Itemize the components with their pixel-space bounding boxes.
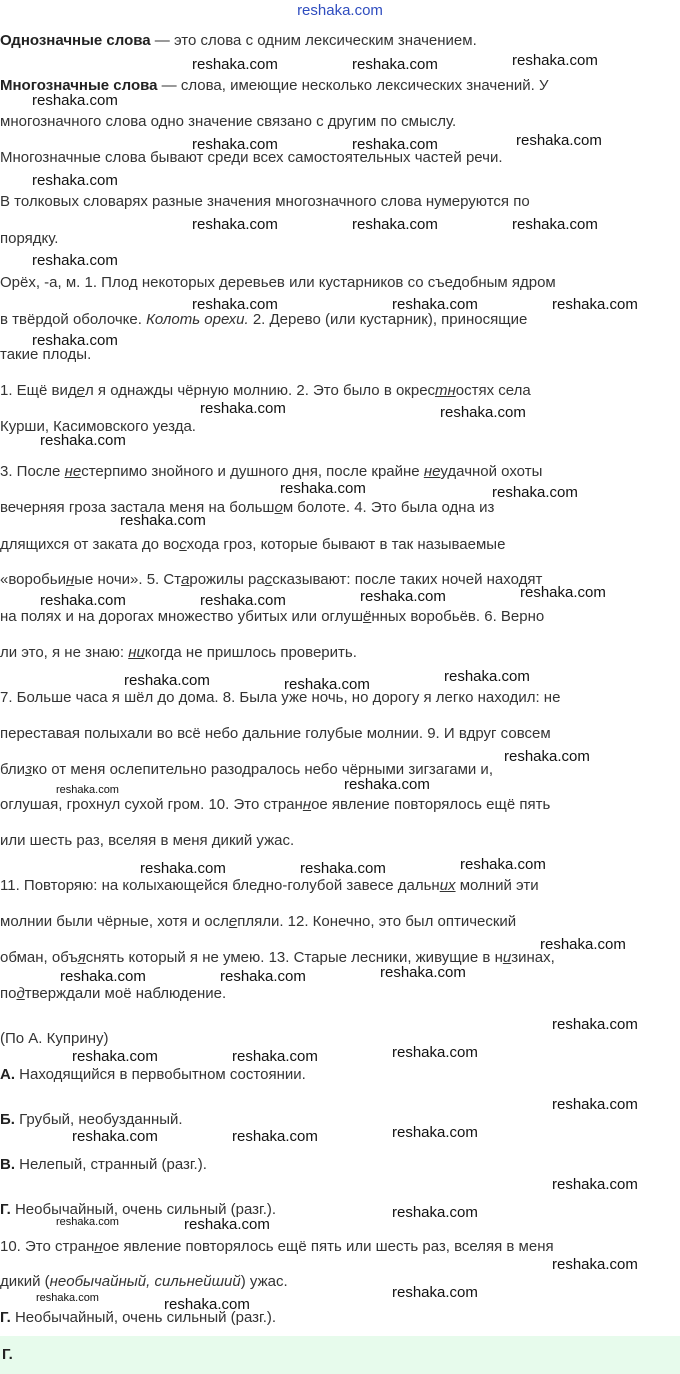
watermark: reshaka.com xyxy=(284,676,370,693)
watermark: reshaka.com xyxy=(280,480,366,497)
option-b: Б. Грубый, необузданный. xyxy=(0,1111,183,1128)
dictionary-entry-line3: такие плоды. xyxy=(0,346,92,363)
option-a: А. Находящийся в первобытном состоянии. xyxy=(0,1066,306,1083)
watermark: reshaka.com xyxy=(392,1124,478,1141)
watermark: reshaka.com xyxy=(392,1284,478,1301)
definition-dictionary-line1: В толковых словарях разные значения многозначного слова нумеруются по xyxy=(0,193,530,210)
watermark: reshaka.com xyxy=(220,968,306,985)
text-line: близко от меня ослепительно разодралось небо чёрными зигзагами и, xyxy=(0,761,493,778)
watermark: reshaka.com xyxy=(352,136,438,153)
watermark: reshaka.com xyxy=(552,1176,638,1193)
watermark: reshaka.com xyxy=(392,1204,478,1221)
site-header[interactable]: reshaka.com xyxy=(297,2,383,19)
watermark: reshaka.com xyxy=(444,668,530,685)
watermark: reshaka.com xyxy=(56,784,119,796)
watermark: reshaka.com xyxy=(32,172,118,189)
solution-line1: 10. Это странное явление повторялось ещё пять или шесть раз, вселяя в меня xyxy=(0,1238,554,1255)
watermark: reshaka.com xyxy=(232,1048,318,1065)
watermark: reshaka.com xyxy=(192,216,278,233)
watermark: reshaka.com xyxy=(184,1216,270,1233)
watermark: reshaka.com xyxy=(512,216,598,233)
watermark: reshaka.com xyxy=(36,1292,99,1304)
dictionary-entry-line1: Орёх, -а, м. 1. Плод некоторых деревьев или кустарников со съедобным ядром xyxy=(0,274,556,291)
watermark: reshaka.com xyxy=(520,584,606,601)
watermark: reshaka.com xyxy=(200,592,286,609)
watermark: reshaka.com xyxy=(72,1048,158,1065)
watermark: reshaka.com xyxy=(200,400,286,417)
watermark: reshaka.com xyxy=(192,56,278,73)
text-line: на полях и на дорогах множество убитых или оглушённых воробьёв. 6. Верно xyxy=(0,608,545,625)
watermark: reshaka.com xyxy=(552,1016,638,1033)
watermark: reshaka.com xyxy=(164,1296,250,1313)
dictionary-entry-line2: в твёрдой оболочке. Колоть орехи. 2. Дерево (или кустарник), приносящие xyxy=(0,311,528,328)
watermark: reshaka.com xyxy=(392,1044,478,1061)
watermark: reshaka.com xyxy=(72,1128,158,1145)
text-line: оглушая, грохнул сухой гром. 10. Это странное явление повторялось ещё пять xyxy=(0,796,551,813)
watermark: reshaka.com xyxy=(552,1256,638,1273)
watermark: reshaka.com xyxy=(380,964,466,981)
text-line: молнии были чёрные, хотя и ослепляли. 12. Конечно, это был оптический xyxy=(0,913,517,930)
text-line: Курши, Касимовского уезда. xyxy=(0,418,196,435)
watermark: reshaka.com xyxy=(192,136,278,153)
watermark: reshaka.com xyxy=(232,1128,318,1145)
watermark: reshaka.com xyxy=(440,404,526,421)
watermark: reshaka.com xyxy=(32,92,118,109)
definition-dictionary-line2: порядку. xyxy=(0,230,59,247)
watermark: reshaka.com xyxy=(56,1216,119,1228)
watermark: reshaka.com xyxy=(40,432,126,449)
answer-text: Г. xyxy=(2,1346,13,1363)
author-credit: (По А. Куприну) xyxy=(0,1030,109,1047)
watermark: reshaka.com xyxy=(40,592,126,609)
watermark: reshaka.com xyxy=(124,672,210,689)
watermark: reshaka.com xyxy=(512,52,598,69)
watermark: reshaka.com xyxy=(552,1096,638,1113)
watermark: reshaka.com xyxy=(192,296,278,313)
solution-line2: дикий (необычайный, сильнейший) ужас. xyxy=(0,1273,288,1290)
watermark: reshaka.com xyxy=(120,512,206,529)
watermark: reshaka.com xyxy=(344,776,430,793)
watermark: reshaka.com xyxy=(552,296,638,313)
watermark: reshaka.com xyxy=(32,332,118,349)
text-line: 7. Больше часа я шёл до дома. 8. Была уже ночь, но дорогу я легко находил: не xyxy=(0,689,561,706)
text-line: ли это, я не знаю: никогда не пришлось проверить. xyxy=(0,644,357,661)
text-line: длящихся от заката до восхода гроз, которые бывают в так называемые xyxy=(0,536,506,553)
option-g: Г. Необычайный, очень сильный (разг.). xyxy=(0,1201,277,1218)
watermark: reshaka.com xyxy=(360,588,446,605)
option-v: В. Нелепый, странный (разг.). xyxy=(0,1156,207,1173)
text-line: «воробьиные ночи». 5. Старожилы рассказывают: после таких ночей находят xyxy=(0,571,543,588)
watermark: reshaka.com xyxy=(504,748,590,765)
text-line: или шесть раз, вселяя в меня дикий ужас. xyxy=(0,832,295,849)
text-line: подтверждали моё наблюдение. xyxy=(0,985,227,1002)
answer-bar xyxy=(0,1336,680,1374)
watermark: reshaka.com xyxy=(300,860,386,877)
text-line: 11. Повторяю: на колыхающейся бледно-голубой завесе дальних молний эти xyxy=(0,877,539,894)
text-line: 1. Ещё видел я однажды чёрную молнию. 2. Это было в окрестностях села xyxy=(0,382,531,399)
watermark: reshaka.com xyxy=(352,56,438,73)
definition-multi-line2: многозначного слова одно значение связано с другим по смыслу. xyxy=(0,113,457,130)
text-line: обман, объяснять который я не умею. 13. Старые лесники, живущие в низинах, xyxy=(0,949,555,966)
text-line: 3. После нестерпимо знойного и душного дня, после крайне неудачной охоты xyxy=(0,463,543,480)
text-line: вечерняя гроза застала меня на большом болоте. 4. Это была одна из xyxy=(0,499,495,516)
watermark: reshaka.com xyxy=(140,860,226,877)
watermark: reshaka.com xyxy=(32,252,118,269)
watermark: reshaka.com xyxy=(460,856,546,873)
watermark: reshaka.com xyxy=(516,132,602,149)
watermark: reshaka.com xyxy=(492,484,578,501)
definition-single: Однозначные слова — это слова с одним лексическим значением. xyxy=(0,32,477,49)
definition-parts-of-speech: Многозначные слова бывают среди всех самостоятельных частей речи. xyxy=(0,149,503,166)
watermark: reshaka.com xyxy=(352,216,438,233)
watermark: reshaka.com xyxy=(540,936,626,953)
watermark: reshaka.com xyxy=(60,968,146,985)
solution-line3: Г. Необычайный, очень сильный (разг.). xyxy=(0,1309,277,1326)
definition-multi-line1: Многозначные слова — слова, имеющие несколько лексических значений. У xyxy=(0,77,549,94)
watermark: reshaka.com xyxy=(392,296,478,313)
text-line: переставая полыхали во всё небо дальние голубые молнии. 9. И вдруг совсем xyxy=(0,725,551,742)
